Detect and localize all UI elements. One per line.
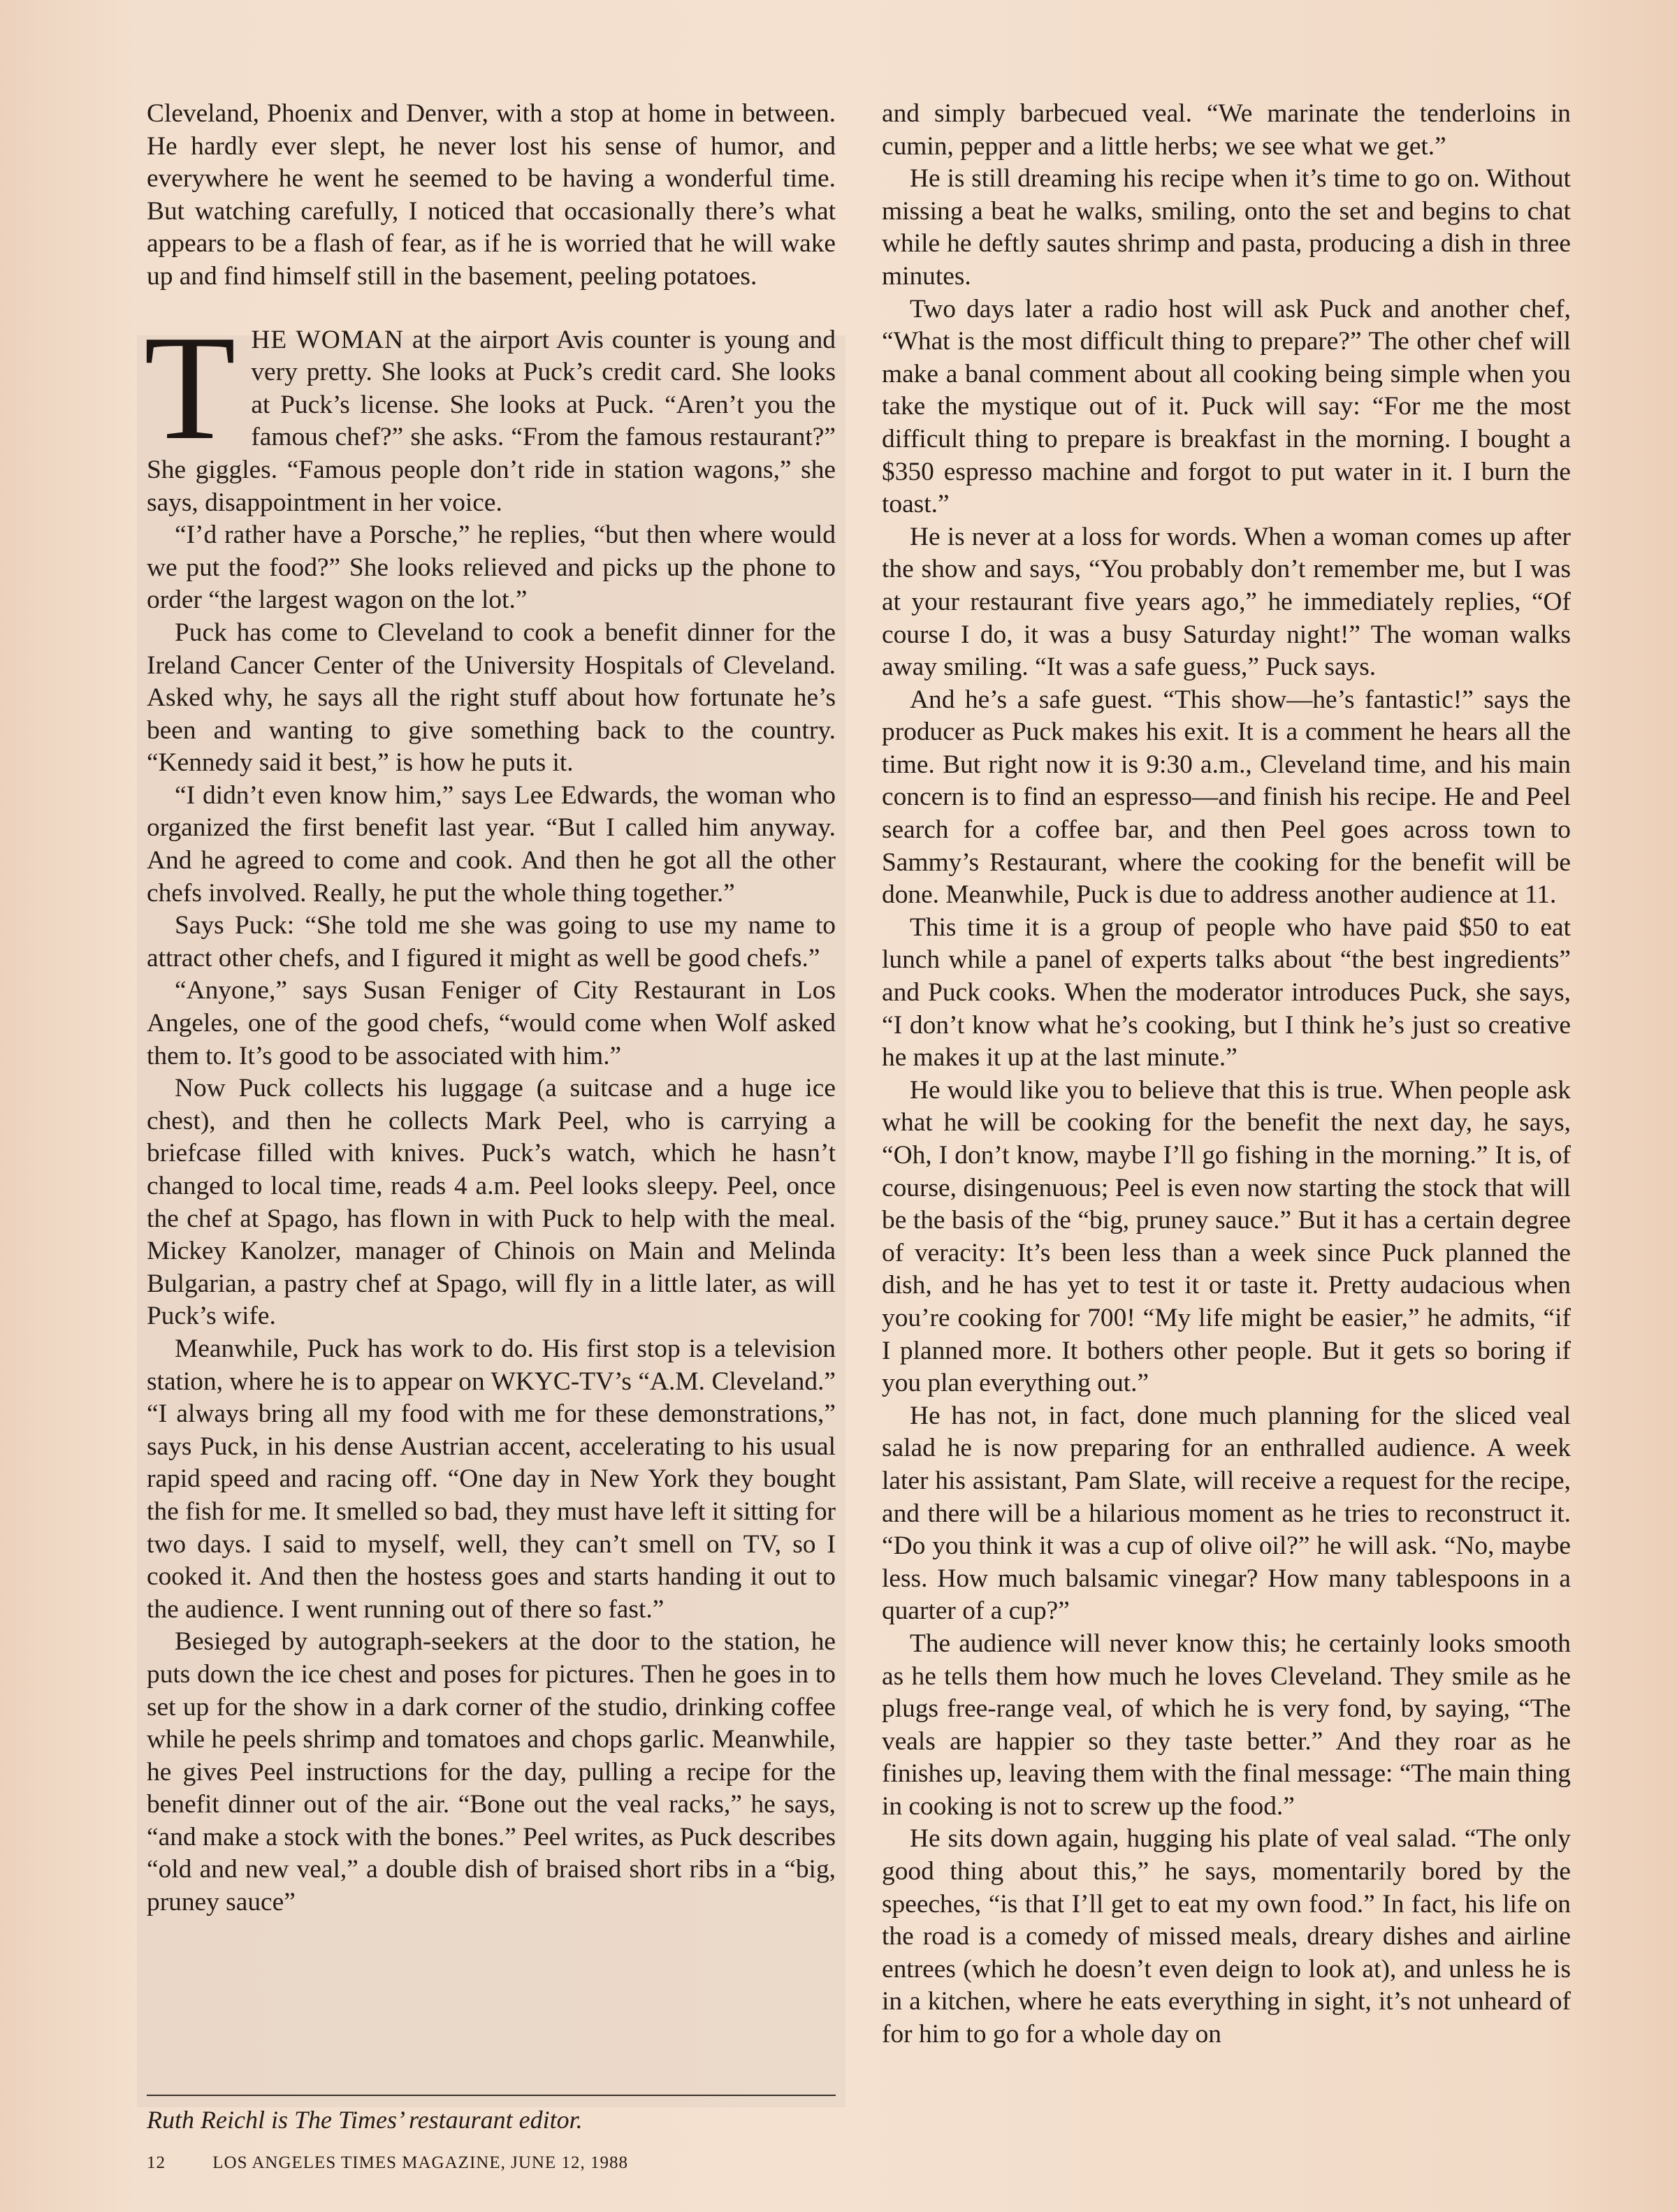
- paragraph-dropcap: [144, 303, 836, 520]
- paragraph: Cleveland, Phoenix and Denver, with a stop at home in between. He hardly ever slept, he never lost his sense of humor, and everywhere he went he seemed to be having a wonderful time. But watching carefully, I noticed that occasionally there’s what appears to be a flash of fear, as if he is worried that he will wake up and find himself still in the basement, peeling potatoes.: [147, 99, 836, 291]
- paragraph: “I didn’t even know him,” says Lee Edwards, the woman who organized the first benefit last year. “But I called him anyway. And he agreed to come and cook. And then he got all the other chefs involved. Really, he put the whole thing together.”: [147, 780, 836, 908]
- paragraph: “Anyone,” says Susan Feniger of City Restaurant in Los Angeles, one of the good chefs, “would come when Wolf asked them to. It’s good to be associated with him.”: [147, 976, 836, 1070]
- paragraph: Two days later a radio host will ask Puck and another chef, “What is the most difficult thing to prepare?” The other chef will make a banal comment about all cooking being simple when you take the mystique out of it. Puck will say: “For me the most difficult thing to prepare is breakfast in the morning. I bought a $350 espresso machine and forgot to put water in it. I burn the toast.”: [882, 294, 1571, 519]
- paragraph: He is never at a loss for words. When a woman comes up after the show and says, “You probably don’t remember me, but I was at your restaurant five years ago,” he immediately replies, “Of course I do, it was a busy Saturday night!” The woman walks away smiling. “It was a safe guess,” Puck says.: [882, 522, 1571, 682]
- paragraph: He is still dreaming his recipe when it’s time to go on. Without missing a beat he walks, smiling, onto the set and begins to chat while he deftly sautes shrimp and pasta, producing a dish in three minutes.: [882, 164, 1571, 291]
- paragraph: Meanwhile, Puck has work to do. His first stop is a television station, where he is to appear on WKYC-TV’s “A.M. Cleveland.” “I always bring all my food with me for these demonstrations,” says Puck, in his dense Austrian accent, accelerating to his usual rapid speed and racing off. “One day in New York they bought the fish for me. It smelled so bad, they must have left it sitting for two days. I said to myself, well, they can’t smell on TV, so I cooked it. And then the hostess goes and starts handing it out to the audience. I went running out of there so fast.”: [147, 1334, 836, 1624]
- paragraph: Besieged by autograph-seekers at the door to the station, he puts down the ice chest and poses for pictures. Then he goes in to set up for the show in a dark corner of the studio, drinking coffee while he peels shrimp and tomatoes and chops garlic. Meanwhile, he gives Peel instructions for the day, pulling a recipe for the benefit dinner out of the air. “Bone out the veal racks,” he says, “and make a stock with the bones.” Peel writes, as Puck describes “old and new veal,” a double dish of braised short ribs in a “big, pruney sauce”: [147, 1627, 836, 1917]
- folio: [147, 2153, 628, 2173]
- paragraph: Now Puck collects his luggage (a suitcase and a huge ice chest), and then he collects Mark Peel, who is carrying a briefcase filled with knives. Puck’s watch, which he hasn’t changed to local time, reads 4 a.m. Peel looks sleepy. Peel, once the chef at Spago, has flown in with Puck to help with the meal. Mickey Kanolzer, manager of Chinois on Main and Melinda Bulgarian, a pastry chef at Spago, will fly in a little later, as will Puck’s wife.: [147, 1074, 836, 1331]
- paragraph: Says Puck: “She told me she was going to use my name to attract other chefs, and I figured it might as well be good chefs.”: [147, 911, 836, 973]
- paragraph: He sits down again, hugging his plate of veal salad. “The only good thing about this,” he says, momentarily bored by the speeches, “is that I’ll get to eat my own food.” In fact, his life on the road is a comedy of missed meals, dreary dishes and airline entrees (which he doesn’t even deign to look at), and unless he is in a kitchen, where he eats everything in sight, it’s not unheard of for him to go for a whole day on: [882, 1824, 1571, 2049]
- paragraph: He has not, in fact, done much planning for the sliced veal salad he is now preparing for an enthralled audience. A week later his assistant, Pam Slate, will receive a request for the recipe, and there will be a hilarious moment as he tries to reconstruct it. “Do you think it was a cup of olive oil?” he will ask. “No, maybe less. How much balsamic vinegar? How many tablespoons in a quarter of a cup?”: [882, 1401, 1571, 1626]
- footer-rule: [147, 2095, 836, 2096]
- author-credit: Ruth Reichl is The Times’ restaurant editor.: [147, 2106, 583, 2134]
- paragraph: and simply barbecued veal. “We marinate the tenderloins in cumin, pepper and a little herbs; we see what we get.”: [882, 99, 1571, 161]
- paragraph: The audience will never know this; he certainly looks smooth as he tells them how much he loves Cleveland. They smile as he plugs free-range veal, of which he is very fond, by saying, “The veals are happier so they taste better.” And they roar as he finishes up, leaving them with the final message: “The main thing in cooking is not to screw up the food.”: [882, 1629, 1571, 1821]
- page-number: 12: [147, 2153, 166, 2172]
- paragraph: Puck has come to Cleveland to cook a benefit dinner for the Ireland Cancer Center of the University Hospitals of Cleveland. Asked why, he says all the right stuff about how fortunate he’s been and wanting to give something back to the country. “Kennedy said it best,” is how he puts it.: [147, 618, 836, 778]
- right-column: [882, 98, 1571, 2051]
- lead-in: HE WOMAN: [251, 325, 404, 354]
- paragraph-text: at the airport Avis counter is young and very pretty. She looks at Puck’s credit card. She looks at Puck’s license. She looks at Puck. “Aren’t you the famous chef?” she asks. “From the famous restaurant?” She giggles. “Famous people don’t ride in station wagons,” she says, disappointment in her voice.: [147, 325, 836, 517]
- section-break: [147, 293, 836, 324]
- paragraph: And he’s a safe guest. “This show—he’s fantastic!” says the producer as Puck makes his exit. It is a comment he hears all the time. But right now it is 9:30 a.m., Cleveland time, and his main concern is to find an espresso—and finish his recipe. He and Peel search for a coffee bar, and then Peel goes across town to Sammy’s Restaurant, where the cooking for the benefit will be done. Meanwhile, Puck is due to address another audience at 11.: [882, 685, 1571, 910]
- paragraph: He would like you to believe that this is true. When people ask what he will be cooking for the benefit the next day, he says, “Oh, I don’t know, maybe I’ll go fishing in the morning.” It is, of course, disingenuous; Peel is even now starting the stock that will be the basis of the “big, pruney sauce.” But it has a certain degree of veracity: It’s been less than a week since Puck planned the dish, and he has yet to test it or taste it. Pretty audacious when you’re cooking for 700! “My life might be easier,” he admits, “if I planned more. It bothers other people. But it gets so boring if you plan everything out.”: [882, 1075, 1571, 1398]
- publication-line: LOS ANGELES TIMES MAGAZINE, JUNE 12, 1988: [212, 2153, 628, 2172]
- left-column: [144, 98, 836, 1919]
- paragraph: This time it is a group of people who have paid $50 to eat lunch while a panel of experts talks about “the best ingredients” and Puck cooks. When the moderator introduces Puck, she says, “I don’t know what he’s cooking, but I think he’s just so creative he makes it up at the last minute.”: [882, 912, 1571, 1072]
- paragraph: “I’d rather have a Porsche,” he replies, “but then where would we put the food?” She looks relieved and picks up the phone to order “the largest wagon on the lot.”: [147, 521, 836, 615]
- drop-cap: T: [144, 303, 236, 471]
